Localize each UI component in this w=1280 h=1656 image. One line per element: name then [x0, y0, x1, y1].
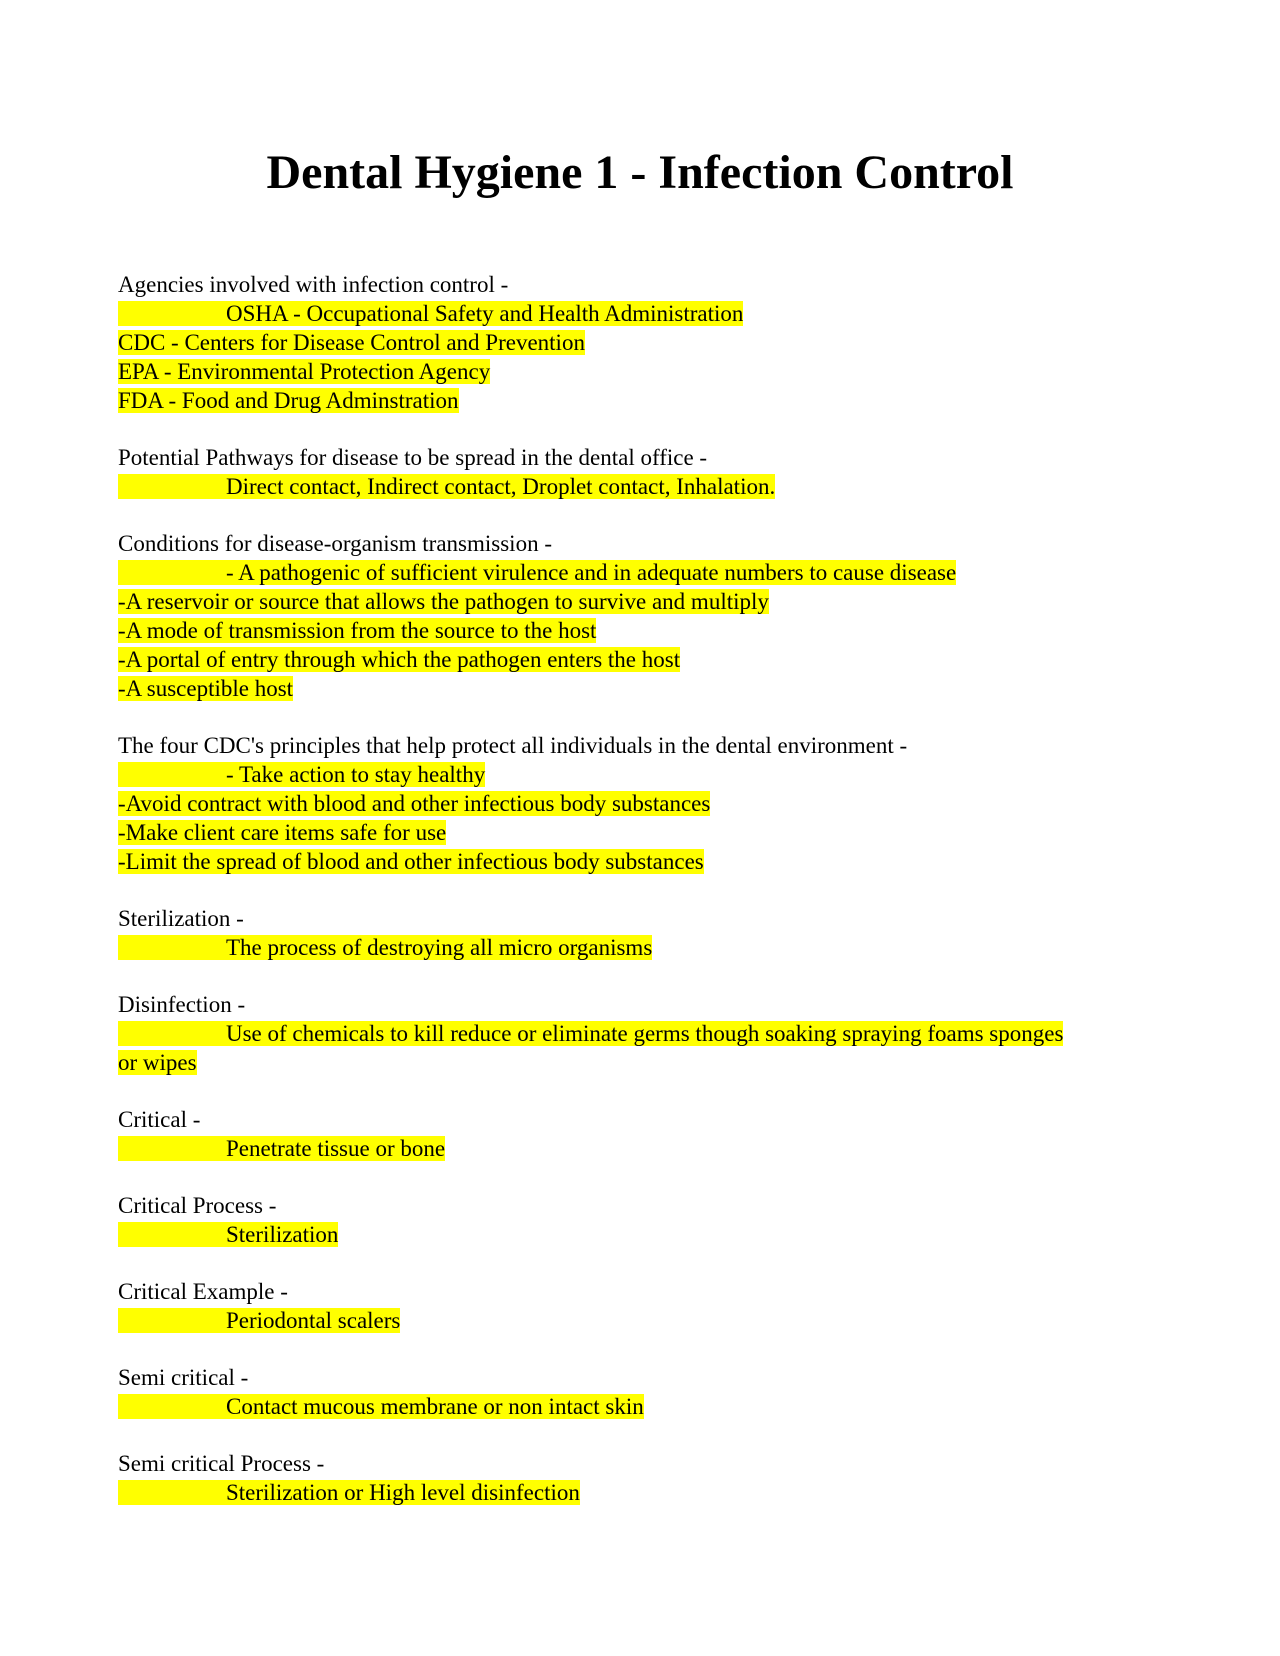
card-definition [118, 1392, 1138, 1421]
flashcard [118, 1277, 1138, 1335]
flashcard [118, 904, 1138, 962]
definition-line: - Take action to stay healthy [226, 762, 486, 787]
card-term: Sterilization - [118, 906, 244, 931]
card-definition [118, 1019, 1138, 1077]
card-term: The four CDC's principles that help protect all individuals in the dental environment - [118, 733, 908, 758]
definition-line: -A susceptible host [118, 676, 294, 701]
flashcard [118, 1105, 1138, 1163]
card-term: Critical - [118, 1107, 201, 1132]
card-term: Critical Process - [118, 1193, 277, 1218]
card-term: Critical Example - [118, 1279, 288, 1304]
definition-line: Use of chemicals to kill reduce or eliminate germs though soaking spraying foams sponges [226, 1021, 1064, 1046]
card-definition [118, 1478, 1138, 1507]
definition-line: -Limit the spread of blood and other infectious body substances [118, 849, 704, 874]
definition-line: -Avoid contract with blood and other infectious body substances [118, 791, 711, 816]
card-definition [118, 760, 1138, 876]
card-term: Conditions for disease-organism transmission - [118, 531, 552, 556]
card-term: Semi critical Process - [118, 1451, 325, 1476]
card-term: Potential Pathways for disease to be spread in the dental office - [118, 445, 708, 470]
flashcard-list [118, 270, 1138, 1535]
definition-line: -A portal of entry through which the pathogen enters the host [118, 647, 681, 672]
card-definition [118, 933, 1138, 962]
flashcard [118, 1191, 1138, 1249]
definition-line: or wipes [118, 1050, 197, 1075]
definition-line: The process of destroying all micro organisms [226, 935, 653, 960]
card-term: Agencies involved with infection control - [118, 272, 509, 297]
card-definition [118, 1220, 1138, 1249]
card-term: Semi critical - [118, 1365, 249, 1390]
card-definition [118, 1134, 1138, 1163]
card-definition [118, 472, 1138, 501]
page-title: Dental Hygiene 1 - Infection Control [266, 146, 1014, 199]
flashcard [118, 270, 1138, 415]
definition-line: Sterilization or High level disinfection [226, 1480, 580, 1505]
definition-line: Contact mucous membrane or non intact skin [226, 1394, 644, 1419]
definition-line: -Make client care items safe for use [118, 820, 447, 845]
card-definition [118, 299, 1138, 415]
definition-line: OSHA - Occupational Safety and Health Administration [226, 301, 744, 326]
definition-line: Sterilization [226, 1222, 339, 1247]
card-definition [118, 1306, 1138, 1335]
definition-line: -A mode of transmission from the source to the host [118, 618, 597, 643]
definition-line: EPA - Environmental Protection Agency [118, 359, 491, 384]
definition-line: CDC - Centers for Disease Control and Prevention [118, 330, 585, 355]
flashcard [118, 1449, 1138, 1507]
flashcard [118, 529, 1138, 703]
flashcard [118, 990, 1138, 1077]
definition-line: Periodontal scalers [226, 1308, 401, 1333]
flashcard [118, 731, 1138, 876]
flashcard [118, 443, 1138, 501]
definition-line: - A pathogenic of sufficient virulence and in adequate numbers to cause disease [226, 560, 957, 585]
card-term: Disinfection - [118, 992, 246, 1017]
definition-line: -A reservoir or source that allows the pathogen to survive and multiply [118, 589, 769, 614]
definition-line: FDA - Food and Drug Adminstration [118, 388, 459, 413]
card-definition [118, 558, 1138, 703]
definition-line: Penetrate tissue or bone [226, 1136, 446, 1161]
definition-line: Direct contact, Indirect contact, Droplet contact, Inhalation. [226, 474, 776, 499]
flashcard [118, 1363, 1138, 1421]
